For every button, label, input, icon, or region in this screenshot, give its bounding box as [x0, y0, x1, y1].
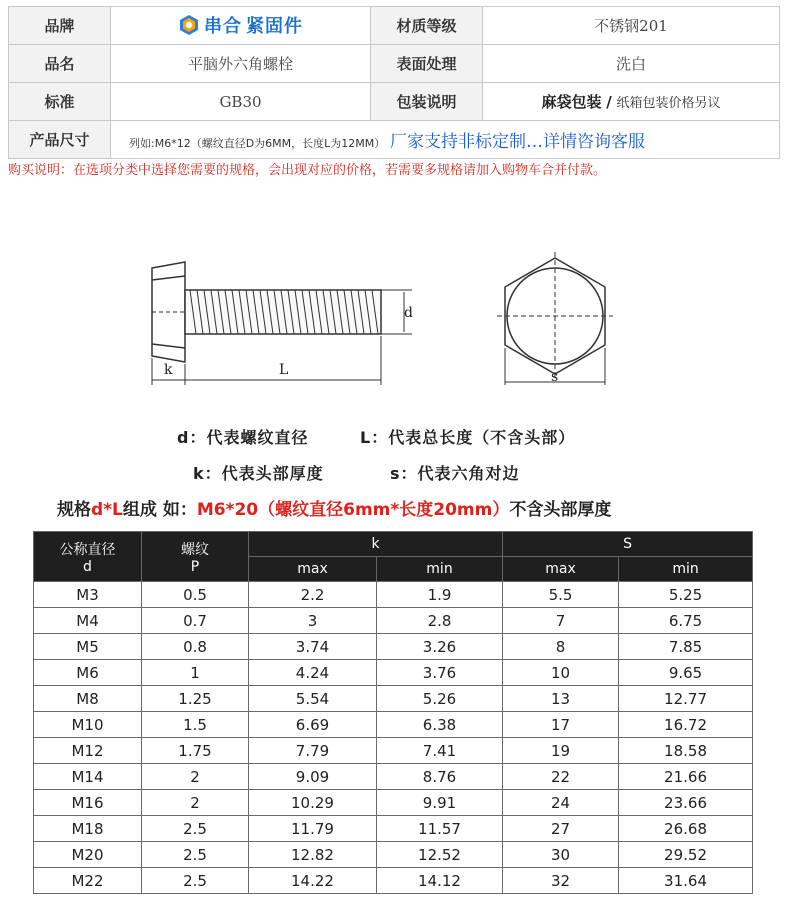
brand-label: 品牌 — [9, 7, 111, 45]
table-cell: 30 — [503, 842, 619, 868]
table-cell: 10 — [503, 660, 619, 686]
table-cell: 3.26 — [377, 634, 503, 660]
table-cell: M5 — [34, 634, 142, 660]
pack-label: 包装说明 — [371, 83, 483, 121]
pack-sub: 纸箱包装价格另议 — [616, 96, 721, 111]
table-cell: 8 — [503, 634, 619, 660]
table-cell: 8.76 — [377, 764, 503, 790]
brand-logo — [111, 7, 371, 45]
L-dimension-label: L — [279, 362, 289, 378]
pack-value — [483, 83, 780, 121]
table-cell: 11.57 — [377, 816, 503, 842]
table-cell: 27 — [503, 816, 619, 842]
name-label: 品名 — [9, 45, 111, 83]
table-cell: 3.74 — [249, 634, 377, 660]
table-cell: 2 — [142, 764, 249, 790]
table-cell: 7.79 — [249, 738, 377, 764]
table-cell: 0.7 — [142, 608, 249, 634]
purchase-notice: 购买说明：在选项分类中选择您需要的规格，会出现对应的价格，若需要多规格请加入购物车合并付款。 — [8, 163, 607, 178]
spec-part-3: 组成 如： — [122, 500, 197, 520]
table-cell: 14.12 — [377, 868, 503, 894]
table-cell: 17 — [503, 712, 619, 738]
table-cell: M14 — [34, 764, 142, 790]
s-dimension-label: s — [551, 369, 559, 385]
table-cell: 2 — [142, 790, 249, 816]
dimension-table — [33, 531, 753, 894]
table-cell: M20 — [34, 842, 142, 868]
table-cell: 3 — [249, 608, 377, 634]
standard-value: GB30 — [111, 83, 371, 121]
table-cell: 21.66 — [619, 764, 753, 790]
table-cell: 9.09 — [249, 764, 377, 790]
material-value: 不锈钢201 — [483, 7, 780, 45]
table-cell: M3 — [34, 582, 142, 608]
table-cell: 14.22 — [249, 868, 377, 894]
table-cell: M8 — [34, 686, 142, 712]
brand-sub: 紧固件 — [246, 15, 303, 37]
table-cell: M10 — [34, 712, 142, 738]
product-info-table — [8, 6, 780, 159]
table-cell: 2.5 — [142, 842, 249, 868]
table-cell: M16 — [34, 790, 142, 816]
header-s-max: max — [503, 557, 619, 582]
table-cell: M4 — [34, 608, 142, 634]
table-cell: 22 — [503, 764, 619, 790]
size-value — [111, 121, 780, 159]
table-cell: 9.91 — [377, 790, 503, 816]
table-cell: 7.85 — [619, 634, 753, 660]
spec-part-1: 规格 — [57, 500, 91, 520]
surface-label: 表面处理 — [371, 45, 483, 83]
table-cell: 0.5 — [142, 582, 249, 608]
pack-separator: / — [606, 93, 612, 111]
table-cell: M22 — [34, 868, 142, 894]
pack-main: 麻袋包装 — [541, 93, 602, 111]
table-cell: M6 — [34, 660, 142, 686]
table-cell: 16.72 — [619, 712, 753, 738]
spec-part-2: d*L — [91, 500, 123, 520]
table-cell: M18 — [34, 816, 142, 842]
table-cell: 12.82 — [249, 842, 377, 868]
header-k: k — [249, 532, 503, 557]
table-cell: 5.25 — [619, 582, 753, 608]
legend-s: s：代表六角对边 — [390, 464, 520, 483]
size-note: 厂家支持非标定制…详情咨询客服 — [390, 132, 646, 152]
bolt-diagram — [0, 240, 787, 410]
table-row — [34, 660, 753, 686]
header-s: S — [503, 532, 753, 557]
bolt-end-view — [497, 252, 613, 385]
spec-line — [57, 495, 611, 520]
table-cell: 6.38 — [377, 712, 503, 738]
table-row — [34, 868, 753, 894]
k-dimension-label: k — [164, 362, 173, 378]
table-cell: 13 — [503, 686, 619, 712]
table-row — [34, 790, 753, 816]
table-row — [34, 764, 753, 790]
table-cell: 19 — [503, 738, 619, 764]
table-cell: 1 — [142, 660, 249, 686]
hex-logo-icon — [178, 14, 200, 36]
table-cell: 1.9 — [377, 582, 503, 608]
table-cell: 18.58 — [619, 738, 753, 764]
table-cell: 1.75 — [142, 738, 249, 764]
table-cell: 24 — [503, 790, 619, 816]
table-row — [34, 816, 753, 842]
table-cell: 3.76 — [377, 660, 503, 686]
table-cell: 2.8 — [377, 608, 503, 634]
table-row — [34, 634, 753, 660]
table-row — [34, 712, 753, 738]
header-pitch: 螺纹 P — [142, 532, 249, 582]
table-cell: 23.66 — [619, 790, 753, 816]
table-cell: 32 — [503, 868, 619, 894]
table-cell: 29.52 — [619, 842, 753, 868]
table-cell: 5.5 — [503, 582, 619, 608]
table-cell: 2.2 — [249, 582, 377, 608]
table-cell: M12 — [34, 738, 142, 764]
table-cell: 31.64 — [619, 868, 753, 894]
legend-L: L：代表总长度（不含头部） — [360, 428, 576, 447]
material-label: 材质等级 — [371, 7, 483, 45]
d-dimension-label: d — [404, 305, 413, 321]
table-row — [34, 738, 753, 764]
legend-k: k：代表头部厚度 — [193, 464, 324, 483]
header-k-min: min — [377, 557, 503, 582]
table-cell: 4.24 — [249, 660, 377, 686]
size-label: 产品尺寸 — [9, 121, 111, 159]
table-cell: 5.26 — [377, 686, 503, 712]
name-value: 平脑外六角螺栓 — [111, 45, 371, 83]
table-cell: 1.5 — [142, 712, 249, 738]
table-cell: 26.68 — [619, 816, 753, 842]
size-example: 列如:M6*12（螺纹直径D为6MM，长度L为12MM） — [129, 137, 386, 150]
legend-d: d：代表螺纹直径 — [177, 428, 309, 447]
spec-part-5: 不含头部厚度 — [509, 500, 612, 520]
header-diameter: 公称直径 d — [34, 532, 142, 582]
table-cell: 2.5 — [142, 868, 249, 894]
table-row — [34, 608, 753, 634]
table-row — [34, 582, 753, 608]
table-cell: 12.77 — [619, 686, 753, 712]
table-cell: 2.5 — [142, 816, 249, 842]
table-cell: 7 — [503, 608, 619, 634]
table-cell: 12.52 — [377, 842, 503, 868]
table-cell: 5.54 — [249, 686, 377, 712]
table-cell: 0.8 — [142, 634, 249, 660]
table-cell: 9.65 — [619, 660, 753, 686]
table-cell: 11.79 — [249, 816, 377, 842]
header-k-max: max — [249, 557, 377, 582]
standard-label: 标准 — [9, 83, 111, 121]
table-cell: 1.25 — [142, 686, 249, 712]
table-row — [34, 686, 753, 712]
table-cell: 6.69 — [249, 712, 377, 738]
surface-value: 洗白 — [483, 45, 780, 83]
table-cell: 7.41 — [377, 738, 503, 764]
header-s-min: min — [619, 557, 753, 582]
table-cell: 6.75 — [619, 608, 753, 634]
brand-name: 串合 — [204, 15, 242, 37]
table-cell: 10.29 — [249, 790, 377, 816]
table-row — [34, 842, 753, 868]
spec-part-4: M6*20（螺纹直径6mm*长度20mm） — [196, 500, 510, 520]
